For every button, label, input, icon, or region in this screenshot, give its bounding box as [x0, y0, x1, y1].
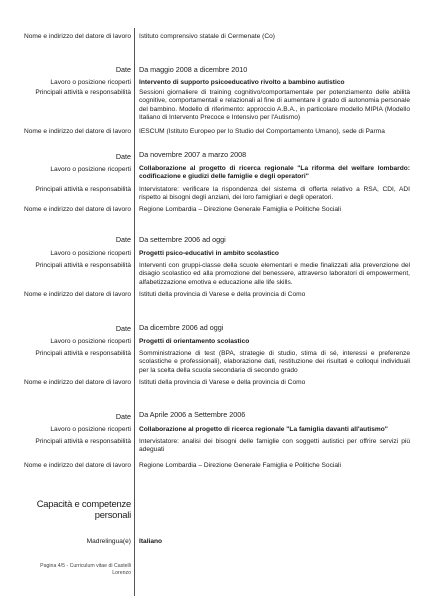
- date-value: Da dicembre 2006 ad oggi: [139, 323, 224, 332]
- employer-value: Regione Lombardia – Direzione Generale Famiglia e Politiche Sociali: [139, 206, 341, 213]
- section-heading: Capacità e competenze personali: [36, 498, 131, 520]
- mother-tongue-label: Madrelingua(e): [86, 538, 131, 545]
- activities-label: Principali attività e responsabilità: [35, 89, 131, 96]
- position-value: Progetti psico-educativi in ambito scolastico: [139, 250, 279, 257]
- employer-label: Nome e indirizzo del datore di lavoro: [23, 206, 131, 213]
- activities-label: Principali attività e responsabilità: [35, 438, 131, 445]
- position-value: Collaborazione al progetto di ricerca regionale "La riforma del welfare lombardo: codificazione e giudizi delle famiglie e degli operatori": [139, 165, 410, 181]
- date-value: Da novembre 2007 a marzo 2008: [139, 150, 247, 159]
- employer-label: Nome e indirizzo del datore di lavoro: [23, 33, 131, 40]
- position-label: Lavoro o posizione ricoperti: [50, 426, 131, 433]
- date-label: Date: [115, 235, 131, 244]
- position-label: Lavoro o posizione ricoperti: [50, 338, 131, 345]
- employer-label: Nome e indirizzo del datore di lavoro: [23, 462, 131, 469]
- date-label: Date: [115, 65, 131, 74]
- position-label: Lavoro o posizione ricoperti: [50, 250, 131, 257]
- date-value: Da maggio 2008 a dicembre 2010: [139, 65, 248, 74]
- employer-label: Nome e indirizzo del datore di lavoro: [23, 128, 131, 135]
- date-label: Date: [115, 152, 131, 161]
- employer-value: Istituti della provincia di Varese e della provincia di Como: [139, 379, 306, 386]
- employer-label: Nome e indirizzo del datore di lavoro: [23, 291, 131, 298]
- position-label: Lavoro o posizione ricoperti: [50, 166, 131, 173]
- employer-value: Istituto comprensivo statale di Cermenate (Co): [139, 33, 275, 40]
- date-label: Date: [115, 324, 131, 333]
- activities-label: Principali attività e responsabilità: [35, 262, 131, 269]
- activities-value: Somministrazione di test (BPA, strategie di studio, stima di sé, interessi e preferenze scolastiche e professionali), elaborazione dati, restituzione dei risultati e colloqui individuali per la scelta della scuola secondaria di secondo grado: [139, 350, 410, 374]
- position-value: Collaborazione al progetto di ricerca regionale "La famiglia davanti all'autismo": [139, 426, 388, 433]
- column-divider: [134, 28, 135, 596]
- employer-value: Istituti della provincia di Varese e della provincia di Como: [139, 291, 306, 298]
- position-label: Lavoro o posizione ricoperti: [50, 79, 131, 86]
- position-value: Progetti di orientamento scolastico: [139, 338, 250, 345]
- employer-label: Nome e indirizzo del datore di lavoro: [23, 379, 131, 386]
- activities-value: Sessioni giornaliere di training cognitivo/comportamentale per potenziamento delle abilità cognitive, comportamentali e relazionali al fine di aumentare il grado di autonomia personale del bambino. Modello di riferimento: approccio A.B.A., in particolare modello MIPIA (Modello Italiano di Intervento Precoce e Intensivo per l'Autismo): [139, 89, 410, 122]
- activities-label: Principali attività e responsabilità: [35, 186, 131, 193]
- position-value: Intervento di supporto psicoeducativo rivolto a bambino autistico: [139, 79, 345, 86]
- activities-value: Intervistatore: analisi dei bisogni delle famiglie con soggetti autistici per offrire servizi più adeguati: [139, 438, 410, 454]
- date-label: Date: [115, 412, 131, 421]
- activities-value: Interventi con gruppi-classe della scuole elementari e medie finalizzati alla prevenzione del disagio scolastico ed alla promozione del benessere, attraverso laboratori di empowerment, alfabetizzazione emotiva e educazione alle life skills.: [139, 262, 410, 286]
- activities-value: Intervistatore: verificare la rispondenza del sistema di offerta relativo a RSA, CDI, ADI rispetto ai bisogni degli anziani, dei loro famigliari e degli operatori.: [139, 186, 410, 202]
- page-footer: Pagina 4/5 - Curriculum vitae di Castelli Lorenzo: [40, 563, 131, 576]
- mother-tongue-value: Italiano: [139, 538, 163, 545]
- date-value: Da settembre 2006 ad oggi: [139, 235, 226, 244]
- employer-value: IESCUM (Istituto Europeo per lo Studio del Comportamento Umano), sede di Parma: [139, 128, 385, 135]
- date-value: Da Aprile 2006 a Settembre 2006: [139, 410, 246, 419]
- activities-label: Principali attività e responsabilità: [35, 350, 131, 357]
- employer-value: Regione Lombardia – Direzione Generale Famiglia e Politiche Sociali: [139, 462, 341, 469]
